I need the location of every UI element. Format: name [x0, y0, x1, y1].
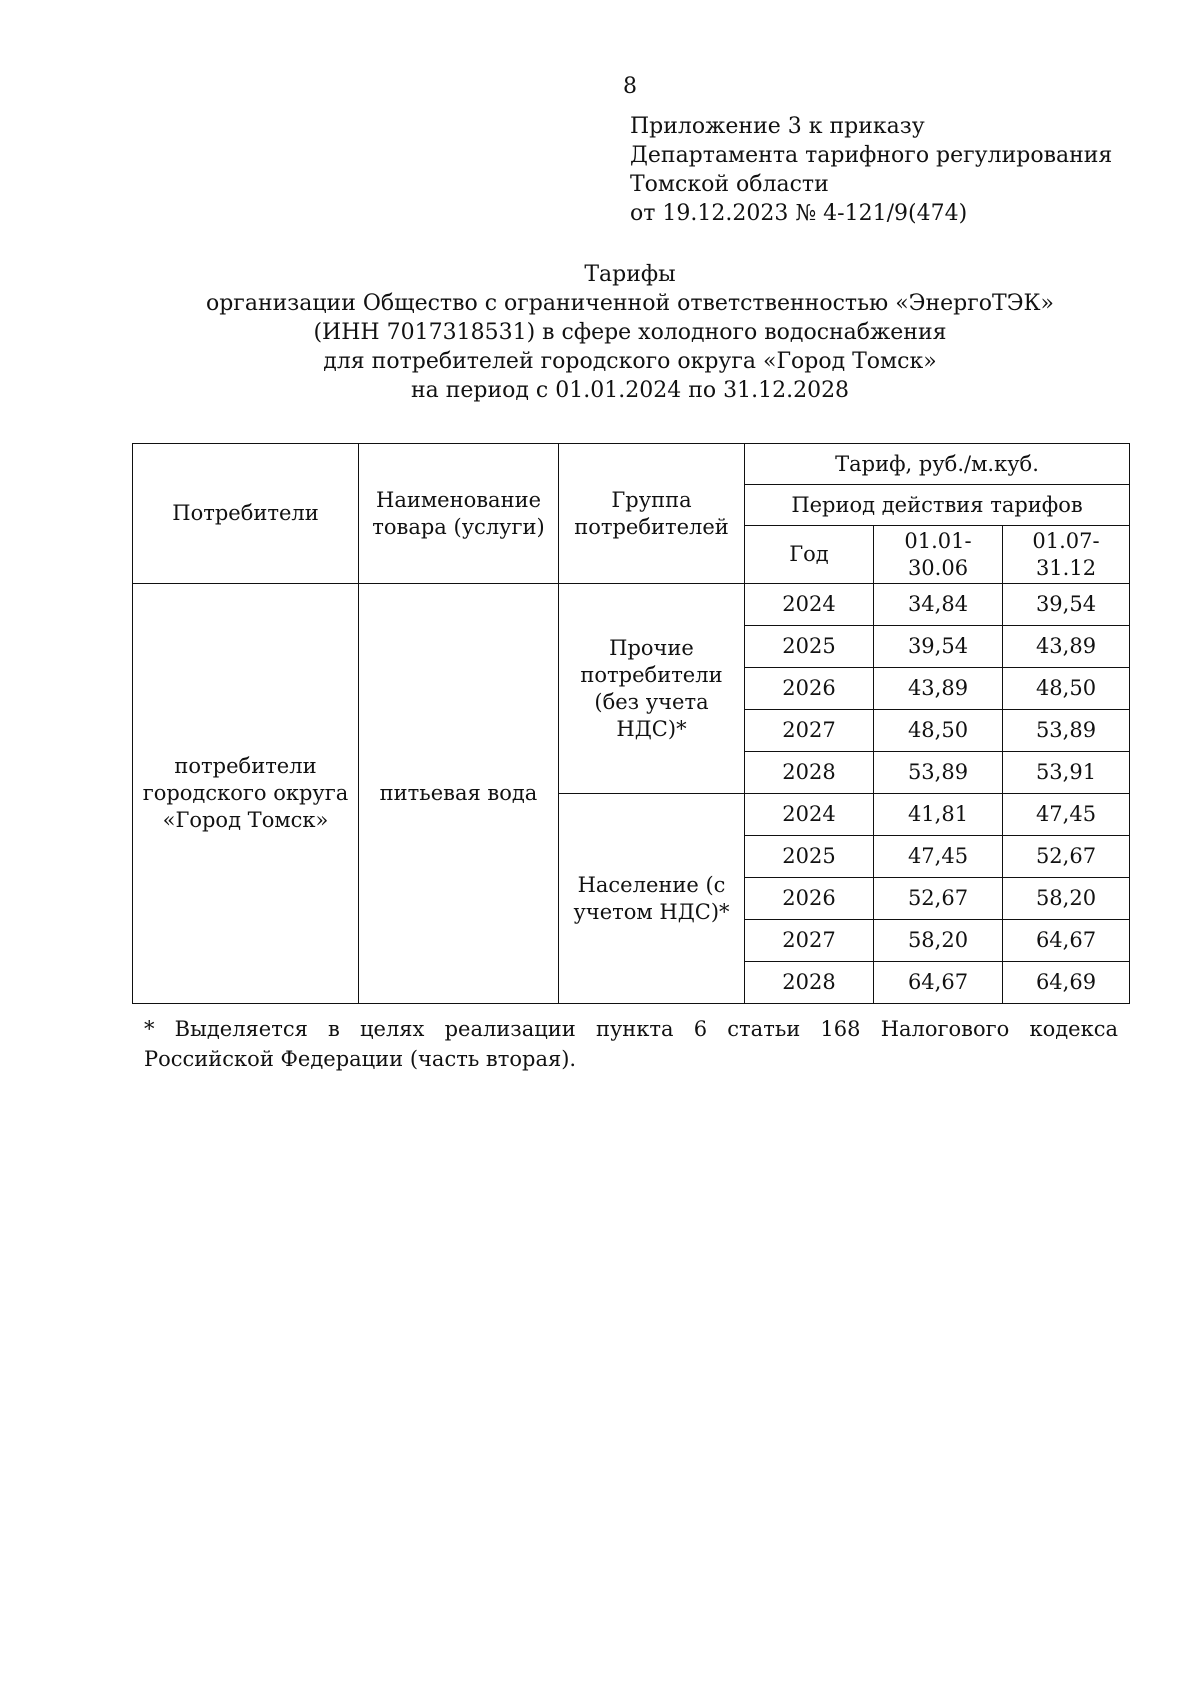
tariff-h2-cell: 39,54 — [1003, 584, 1130, 626]
tariff-h2-cell: 58,20 — [1003, 878, 1130, 920]
title-line-5: на период с 01.01.2024 по 31.12.2028 — [410, 378, 850, 403]
tariff-h1-cell: 43,89 — [874, 668, 1003, 710]
year-cell: 2027 — [745, 710, 874, 752]
year-cell: 2028 — [745, 752, 874, 794]
tariff-h2-cell: 48,50 — [1003, 668, 1130, 710]
tariff-h1-cell: 47,45 — [874, 836, 1003, 878]
footnote: * Выделяется в целях реализации пункта 6 статьи 168 Налогового кодекса Российской Федерации (часть вторая). — [144, 1017, 1118, 1071]
header-goods: Наименование товара (услуги) — [359, 444, 559, 584]
year-cell: 2025 — [745, 626, 874, 668]
tariff-h1-cell: 58,20 — [874, 920, 1003, 962]
year-cell: 2027 — [745, 920, 874, 962]
tariff-h2-cell: 64,67 — [1003, 920, 1130, 962]
group-cell: Население (с учетом НДС)* — [559, 794, 745, 1004]
header-tariff: Тариф, руб./м.куб. — [745, 444, 1130, 485]
goods-cell: питьевая вода — [359, 584, 559, 1004]
year-cell: 2028 — [745, 962, 874, 1004]
header-year: Год — [745, 526, 874, 584]
header-consumers: Потребители — [133, 444, 359, 584]
tariff-h2-cell: 52,67 — [1003, 836, 1130, 878]
year-cell: 2026 — [745, 878, 874, 920]
appendix-line-1: Приложение 3 к приказу — [630, 114, 925, 139]
tariff-h1-cell: 53,89 — [874, 752, 1003, 794]
year-cell: 2025 — [745, 836, 874, 878]
page-number: 8 — [623, 74, 637, 99]
group-cell: Прочие потребители (без учета НДС)* — [559, 584, 745, 794]
tariff-h1-cell: 41,81 — [874, 794, 1003, 836]
title-line-2: организации Общество с ограниченной ответственностью «ЭнергоТЭК» — [205, 291, 1055, 316]
tariff-h1-cell: 48,50 — [874, 710, 1003, 752]
tariff-h1-cell: 52,67 — [874, 878, 1003, 920]
title-line-1: Тарифы — [584, 262, 676, 287]
year-cell: 2024 — [745, 584, 874, 626]
year-cell: 2024 — [745, 794, 874, 836]
tariff-h2-cell: 43,89 — [1003, 626, 1130, 668]
appendix-header — [630, 112, 1112, 228]
tariff-h1-cell: 64,67 — [874, 962, 1003, 1004]
tariff-table — [132, 443, 1130, 1004]
appendix-line-3: Томской области — [630, 172, 829, 197]
header-half-2: 01.07-31.12 — [1003, 526, 1130, 584]
tariff-h2-cell: 53,91 — [1003, 752, 1130, 794]
tariff-h1-cell: 34,84 — [874, 584, 1003, 626]
tariff-h1-cell: 39,54 — [874, 626, 1003, 668]
header-half-1: 01.01-30.06 — [874, 526, 1003, 584]
header-row — [133, 444, 1130, 485]
tariff-h2-cell: 64,69 — [1003, 962, 1130, 1004]
appendix-line-4: от 19.12.2023 № 4-121/9(474) — [630, 201, 968, 226]
title-line-3: (ИНН 7017318531) в сфере холодного водоснабжения — [313, 320, 947, 345]
consumer-cell: потребители городского округа «Город Томск» — [133, 584, 359, 1004]
appendix-line-2: Департамента тарифного регулирования — [630, 143, 1113, 168]
header-group: Группа потребителей — [559, 444, 745, 584]
tariff-h2-cell: 53,89 — [1003, 710, 1130, 752]
title-line-4: для потребителей городского округа «Город Томск» — [323, 349, 937, 374]
document-title — [0, 260, 1200, 405]
year-cell: 2026 — [745, 668, 874, 710]
table-row — [133, 584, 1130, 626]
header-period: Период действия тарифов — [745, 485, 1130, 526]
tariff-h2-cell: 47,45 — [1003, 794, 1130, 836]
